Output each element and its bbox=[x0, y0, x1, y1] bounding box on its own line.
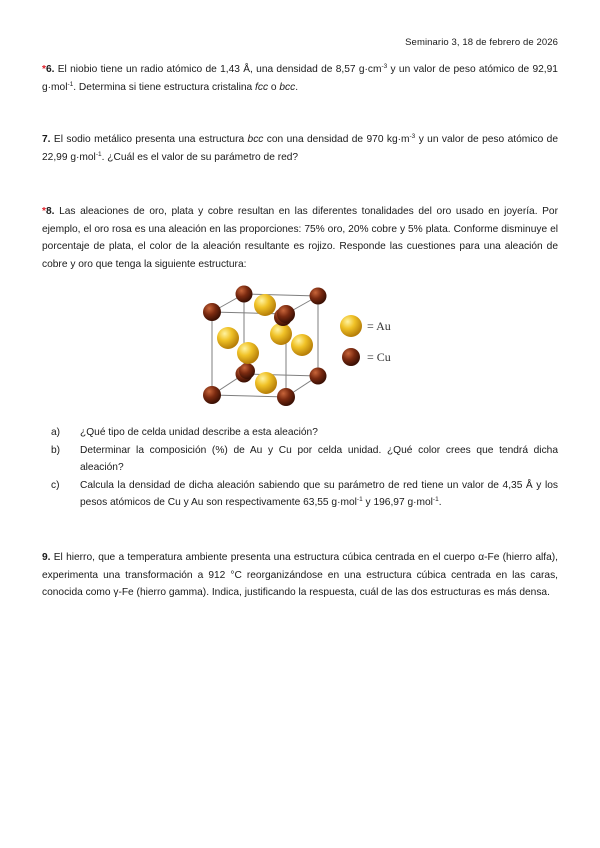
question-number: 7. bbox=[42, 134, 51, 145]
atoms bbox=[203, 286, 327, 407]
cu-atom bbox=[203, 303, 221, 321]
question-9: 9. El hierro, que a temperatura ambiente presenta una estructura cúbica centrada en el cuerpo α-Fe (hierro alfa), experimenta una transformación a 912 °C reorganizándose en una estructura cúbica centrada en las caras, conocida como γ-Fe (hierro gamma). Indica, justificando la respuesta, cuál de las dos estructuras es más densa. bbox=[42, 552, 558, 598]
legend bbox=[340, 315, 391, 366]
legend-cu-swatch bbox=[342, 348, 360, 366]
question-number: 9. bbox=[42, 552, 51, 563]
au-atom bbox=[291, 334, 313, 356]
legend-au-swatch bbox=[340, 315, 362, 337]
subquestion-list bbox=[42, 424, 558, 512]
subquestion-a: a) ¿Qué tipo de celda unidad describe a esta aleación? bbox=[51, 427, 318, 438]
au-atom bbox=[255, 372, 277, 394]
au-atom bbox=[217, 327, 239, 349]
cu-atom bbox=[277, 305, 295, 323]
question-number: 6. bbox=[45, 64, 55, 75]
au-atom bbox=[254, 294, 276, 316]
question-7: 7. El sodio metálico presenta una estructura bcc con una densidad de 970 $kg\cdot m^{-3}$ y un valor de peso atómico de 22,99 g·mol$^{-1}$. ¿Cuál es el valor de su parámetro de red? bbox=[42, 133, 558, 163]
cu-atom bbox=[310, 368, 327, 385]
question-6: *6. El niobio tiene un radio atómico de 1,43 Å, una densidad de 8,57 $g\cdot cm^{-3}$ y un valor de peso atómico de 92,91 g·mol$^{-1}$. Determina si tiene estructura cristalina fcc o bcc. bbox=[42, 63, 558, 93]
cu-atom bbox=[310, 288, 327, 305]
unit-cell-diagram bbox=[196, 282, 406, 412]
subquestion-b: b) Determinar la composición (%) de Au y Cu por celda unidad. ¿Qué color crees que tendrá dicha aleación? bbox=[51, 444, 558, 473]
cu-atom bbox=[277, 388, 295, 406]
cu-atom bbox=[203, 386, 221, 404]
subquestion-c: c) Calcula la densidad de dicha aleación sabiendo que su parámetro de red tiene un valor de 4,35 Å y los pesos atómicos de Cu y Au son respectivamente 63,55 g·mol$^{-1}$ y 196,97 g·mol$^{-1}$. bbox=[51, 479, 558, 508]
star-marker: * bbox=[42, 206, 46, 217]
star-marker: * bbox=[42, 64, 46, 75]
cu-atom bbox=[236, 286, 253, 303]
au-atom bbox=[270, 323, 292, 345]
legend-au-label: = Au bbox=[367, 319, 391, 333]
au-atom bbox=[237, 342, 259, 364]
cu-atom bbox=[239, 363, 255, 379]
crystal-structure-figure bbox=[196, 282, 406, 412]
page-header: Seminario 3, 18 de febrero de 2026 bbox=[405, 37, 558, 48]
legend-cu-label: = Cu bbox=[367, 350, 391, 364]
question-number: 8. bbox=[45, 206, 55, 217]
question-8: *8. Las aleaciones de oro, plata y cobre resultan en las diferentes tonalidades del oro usado en joyería. Por ejemplo, el oro rosa es una aleación en las proporciones: 75% oro, 20% cobre y 5% plata. Conforme disminuye el porcentaje de plata, el color de la aleación resultante es rojizo. Responde las cuestiones para una aleación de cobre y oro que tenga la siguiente estructura: bbox=[42, 206, 558, 270]
